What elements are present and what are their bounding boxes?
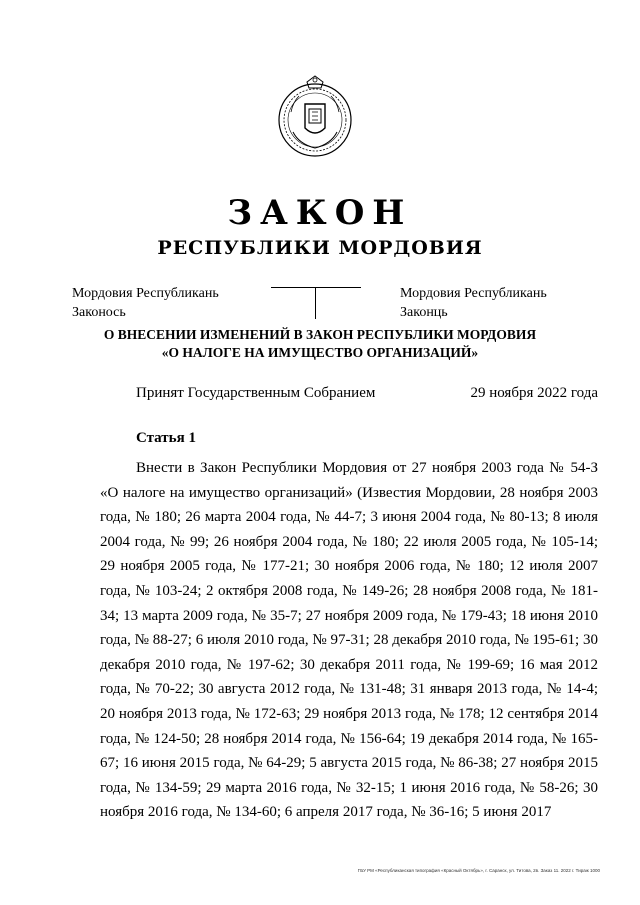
document-title-line-1: О ВНЕСЕНИИ ИЗМЕНЕНИЙ В ЗАКОН РЕСПУБЛИКИ МОРДОВИЯ [103,327,537,342]
adopted-label: Принят Государственным Собранием [136,385,376,401]
erzya-title-line-1: Мордовия Республикань [400,286,547,301]
article-body: Внести в Закон Республики Мордовия от 27 ноября 2003 года № 54-З «О налоге на имущество организаций» (Известия Мордовии, 28 ноября 2003 года, № 180; 26 марта 2004 года, № 44-7; 3 июня 2004 года, № 80-13; 8 июля 2004 года, № 99; 26 ноября 2004 года, № 180; 22 июля 2005 года, № 105-14; 29 ноября 2005 года, № 177-21; 30 ноября 2006 года, № 180; 12 июля 2007 года, № 103-24; 2 октября 2008 года, № 149-26; 28 ноября 2008 года, № 181-34; 13 марта 2009 года, № 35-7; 27 ноября 2009 года, № 179-43; 18 июня 2010 года, № 88-27; 6 июля 2010 года, № 97-31; 28 декабря 2010 года, № 195-61; 30 декабря 2010 года, № 197-62; 30 декабря 2011 года, № 199-69; 16 мая 2012 года, № 70-22; 30 августа 2012 года, № 131-48; 31 января 2013 года, № 14-4; 20 ноября 2013 года, № 172-63; 29 ноября 2013 года, № 178; 12 сентября 2014 года, № 124-50; 28 ноября 2014 года, № 156-64; 19 декабря 2014 года, № 165-67; 16 июня 2015 года, № 64-29; 5 августа 2015 года, № 86-38; 27 ноября 2015 года, № 134-59; 29 марта 2016 года, № 32-15; 1 июня 2016 года, № 58-26; 30 ноября 2016 года, № 134-60; 6 апреля 2017 года, № 36-16; 5 июня 2017 [100,460,598,821]
erzya-title-line-2: Законць [400,305,448,320]
law-subtitle: РЕСПУБЛИКИ МОРДОВИЯ [157,237,483,259]
moksha-title-line-2: Законось [72,305,126,320]
moksha-title-line-1: Мордовия Республикань [72,286,219,301]
adopted-date: 29 ноября 2022 года [470,385,598,401]
moksha-title [72,284,219,322]
printer-footer: ГБУ РМ «Республиканская типография «Красный Октябрь», г. Саранск, ул. Титова, 2в. Заказ 11. 2022 г. Тираж 1000 [357,868,600,873]
document-title [0,326,640,362]
erzya-title [400,284,547,322]
coat-of-arms-emblem [271,72,359,160]
article-heading: Статья 1 [136,430,196,446]
separator-line [271,287,361,288]
document-title-line-2: «О НАЛОГЕ НА ИМУЩЕСТВО ОРГАНИЗАЦИЙ» [161,345,479,360]
law-title: ЗАКОН [227,193,413,233]
separator-vertical-line [315,287,316,319]
